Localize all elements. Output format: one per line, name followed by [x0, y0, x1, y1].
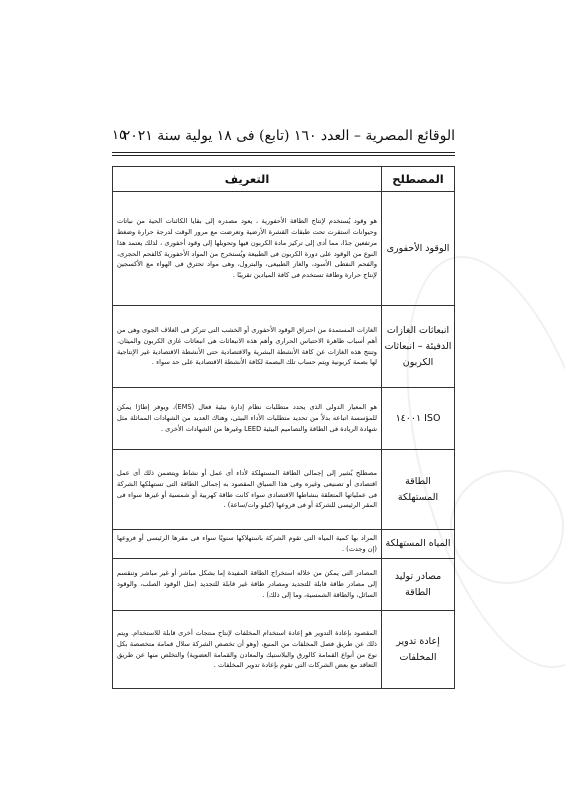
term-cell: مصادر توليد الطاقة [382, 559, 455, 611]
table-row [113, 192, 455, 306]
header-title: الوقائع المصرية – العدد ١٦٠ (تابع) فى ١٨ يولية سنة ٢٠٢١ [122, 128, 455, 144]
term-cell: انبعاثات الغازات الدفيئة – انبعاثات الكربون [382, 306, 455, 388]
definitions-table [112, 166, 455, 689]
page-header [112, 122, 455, 150]
table-row [113, 450, 455, 530]
definition-cell: هو المعيار الدولى الذى يحدد متطلبات نظام إدارة بيئية فعال (EMS)، ويوفر إطارًا يمكن للمؤسسة اتباعه بدلاً من تحديد متطلبات الأداء البيئى، وهناك العديد من الشهادات المماثلة مثل شهادة الريادة فى الطاقة والتصاميم البيئية LEED وغيرها من الشهادات الأخرى . [113, 388, 382, 450]
header-rule [112, 152, 455, 153]
header-rule-second [112, 155, 455, 156]
term-cell: المياه المستهلكة [382, 530, 455, 559]
term-cell: إعادة تدوير المخلفات [382, 611, 455, 689]
definition-cell: مصطلح يُشير إلى إجمالى الطاقة المستهلكة لأداء أى عمل أو نشاط ويتضمن ذلك أى عمل اقتصادى أو تصنيعى وغيره وفى هذا السياق المقصود به إجمالى الطاقة التى تستهلكها الشركة فى عملياتها المتعلقة بنشاطها الاقتصادى سواء كانت طاقة كهربية أو شمسية أو غيرها سواء فى المقر الرئيسى للشركة أو فى فروعها (كيلو وات/ساعة) . [113, 450, 382, 530]
table-row [113, 559, 455, 611]
definition-cell: المقصود بإعادة التدوير هو إعادة استخدام المخلفات لإنتاج منتجات أخرى قابلة للاستخدام. ويتم ذلك عن طريق فصل المخلفات من المنبع، (وهو أن تخصص الشركة سلال قمامة متخصصة بكل نوع من أنواع القمامة كالورق والبلاستيك والمعادن والقمامة العضوية) والتخلص منها عن طريق التعاقد مع بعض الشركات التى تقوم بإعادة تدوير المخلفات . [113, 611, 382, 689]
term-cell: الوقود الأحفورى [382, 192, 455, 306]
table-row [113, 530, 455, 559]
table-row [113, 611, 455, 689]
definition-cell: هو وقود يُستخدم لإنتاج الطاقة الأحفورية ، يعود مصدره إلى بقايا الكائنات الحية من نباتات وحيوانات استقرت تحت طبقات القشرة الأرضية وتعرضت مع مرور الوقت لدرجة حرارة وضغط مرتفعين جدًا، مما أدى إلى تركيز مادة الكربون فيها وتحويلها إلى وقود أحفورى ، لذلك يعتمد هذا النوع من الوقود على دورة الكربون فى الطبيعة ويُستخرج من المواد الأحفورية كالفحم الحجرى، والفحم النفطى الأسود، والغاز الطبيعى، والبترول، وهى مواد تحترق فى الهواء مع الأكسجين لإنتاج حرارة وطاقة تستخدم فى كافة الميادين تقريبًا . [113, 192, 382, 306]
table-row [113, 306, 455, 388]
term-cell: ISO ١٤٠٠١ [382, 388, 455, 450]
column-header-definition: التعريف [113, 167, 382, 192]
table-row [113, 388, 455, 450]
column-header-term: المصطلح [382, 167, 455, 192]
definition-cell: المراد بها كمية المياه التى تقوم الشركة باستهلاكها سنويًا سواء فى مقرها الرئيسى أو فروعها (إن وجدت) . [113, 530, 382, 559]
table-header-row [113, 167, 455, 192]
page-number: ١٥ [112, 128, 126, 143]
definition-cell: المصادر التى يمكن من خلاله استخراج الطاقة المفيدة إما بشكل مباشر أو غير مباشر وتنقسم إلى مصادر طاقة قابلة للتجديد ومصادر طاقة غير قابلة للتجديد (مثل الوقود الصلب، والوقود السائل، والطاقة الشمسية، وما إلى ذلك) . [113, 559, 382, 611]
watermark-seal-inner [450, 470, 564, 584]
definition-cell: الغازات المستمدة من احتراق الوقود الأحفورى أو الخشب التى تتركز فى الغلاف الجوى وهى من أهم أسباب ظاهرة الاحتباس الحرارى وأهم هذه الانبعاثات هى انبعاثات غازى الكربون والميثان. وتنتج هذه الغازات عن كافة الأنشطة البشرية والاقتصادية حتى الأنشطة الاقتصادية غير الإنتاجية لها بصمة كربونية ويتم حساب تلك البصمة لكافة الأنشطة الاقتصادية على حد سواء . [113, 306, 382, 388]
term-cell: الطاقة المستهلكة [382, 450, 455, 530]
